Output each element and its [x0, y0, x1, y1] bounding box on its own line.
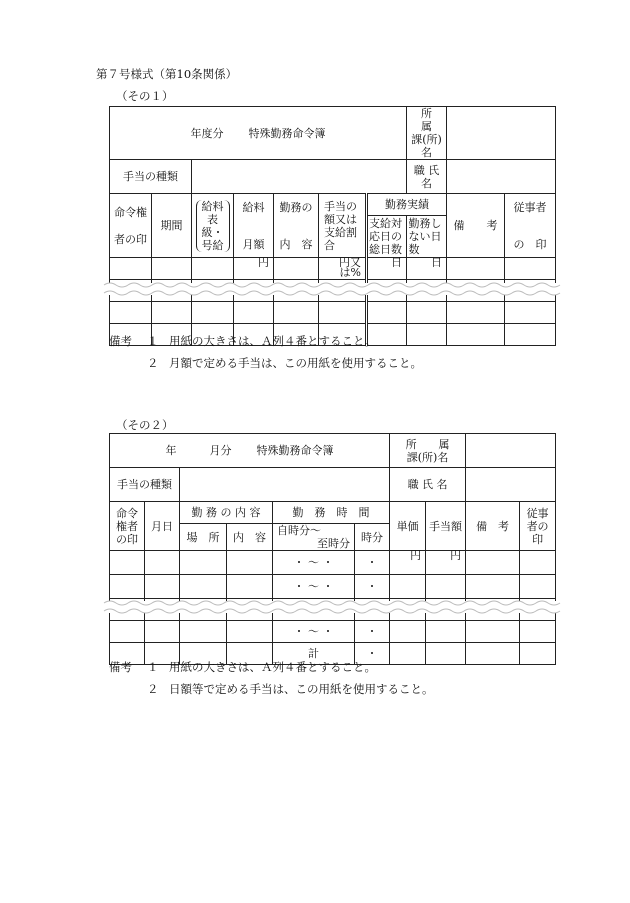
- worker-bottom: の 印: [513, 237, 547, 251]
- dot-mark: ・: [355, 621, 390, 643]
- notes-head: 備考: [109, 660, 132, 674]
- unit-day: 日: [407, 258, 447, 280]
- p2-col-time: 勤 務 時 間: [273, 502, 390, 524]
- p1-col-amount: [319, 194, 367, 258]
- part2-allowance-value[interactable]: [180, 468, 390, 502]
- part1-title-name: 特殊勤務命令簿: [248, 126, 326, 140]
- days-paid-text: 支給対応日の総日数: [369, 217, 403, 256]
- note-num: ２: [147, 682, 159, 696]
- cell[interactable]: [447, 258, 505, 280]
- part1-job-name: 職 氏 名: [407, 160, 447, 194]
- cell[interactable]: [505, 258, 556, 280]
- monthly-top: 給料: [242, 200, 265, 214]
- days-not-text: 勤務しない日数: [408, 217, 442, 256]
- title-month: 月分: [209, 444, 232, 457]
- content-bottom: 内 容: [279, 237, 313, 251]
- approver-text: 命令権者の印: [116, 506, 138, 546]
- dept-top: 所 属: [421, 107, 455, 133]
- notes-head: 備考: [109, 334, 132, 348]
- wave-break: [104, 599, 560, 615]
- table-row: [110, 551, 556, 575]
- cell[interactable]: [152, 258, 192, 280]
- part2-job-name: 職 氏 名: [390, 468, 466, 502]
- p2-col-date: 月日: [145, 502, 180, 551]
- note-num: ２: [147, 356, 159, 370]
- range-mark: ・ 〜 ・: [273, 621, 355, 643]
- part1-allowance-value[interactable]: [192, 160, 407, 194]
- dept-top: 所 属: [405, 437, 450, 451]
- p1-col-worker: [505, 194, 556, 258]
- range-mark: ・ 〜 ・: [273, 575, 355, 599]
- part2-allowance-type: 手当の種類: [110, 468, 180, 502]
- p1-col-period: 期間: [152, 194, 192, 258]
- unit-yen-pct: 円又は%: [319, 258, 367, 280]
- approver-bottom: 者の印: [114, 232, 147, 246]
- note-text: 用紙の大きさは、Ａ列４番とすること。: [169, 334, 376, 348]
- total-label: 計: [273, 643, 355, 665]
- from-to-bottom: 至時分: [317, 537, 350, 550]
- from-to-top: 自時分～: [277, 524, 321, 537]
- p2-col-detail: 内 容: [227, 524, 273, 551]
- part1-dept-value[interactable]: [447, 107, 556, 160]
- part2-dept-label: [390, 434, 466, 468]
- title-name: 特殊勤務命令簿: [256, 444, 334, 457]
- cell[interactable]: [110, 258, 152, 280]
- p1-col-remarks: 備 考: [447, 194, 505, 258]
- salary-grade-text: 給料表級・号給: [196, 200, 230, 252]
- p1-col-approver: [110, 194, 152, 258]
- unit-day: 日: [367, 258, 407, 280]
- part2-label: （その２）: [116, 418, 174, 432]
- dept-bottom: 課(所)名: [406, 450, 449, 464]
- p2-col-content: 勤 務 の 内 容: [180, 502, 273, 524]
- range-mark: ・ 〜 ・: [273, 551, 355, 575]
- note-text: 日額等で定める手当は、この用紙を使用すること。: [169, 682, 434, 696]
- form-title: 第７号様式（第10条関係）: [96, 67, 238, 81]
- p2-col-hours: 時分: [355, 524, 390, 551]
- part1-table: [109, 106, 556, 346]
- part2-title-cell: [110, 434, 390, 468]
- part1-dept-label: [407, 107, 455, 160]
- p2-col-place: 場 所: [180, 524, 227, 551]
- monthly-bottom: 月額: [242, 237, 265, 251]
- p1-col-days-not: [407, 216, 447, 258]
- table-row: [110, 621, 556, 643]
- content-top: 勤務の: [279, 200, 313, 214]
- part1-title-cell: [110, 107, 407, 160]
- dot-mark: ・: [355, 575, 390, 599]
- worker-top: 従事者: [513, 200, 547, 214]
- part2-notes: [109, 656, 434, 700]
- p2-col-from-to: [273, 524, 355, 551]
- unit-yen: 円: [426, 551, 466, 575]
- wave-break: [104, 281, 560, 297]
- approver-top: 命令権: [114, 205, 147, 219]
- p2-col-unit-price: 単価: [390, 502, 426, 551]
- cell[interactable]: [192, 258, 234, 280]
- part1-title-year: 年度分: [190, 126, 224, 140]
- part2-job-value[interactable]: [466, 468, 556, 502]
- part2-dept-value[interactable]: [466, 434, 556, 468]
- note-text: 月額で定める手当は、この用紙を使用すること。: [169, 356, 422, 370]
- p2-col-worker: [520, 502, 556, 551]
- p1-col-actual: 勤務実績: [367, 194, 447, 216]
- table-row: [110, 302, 556, 324]
- part1-notes: [109, 330, 422, 374]
- table-row: [110, 258, 556, 280]
- p1-col-days-paid: [367, 216, 407, 258]
- p1-col-salary-grade: [192, 194, 234, 258]
- p2-col-allowance: 手当額: [426, 502, 466, 551]
- note-num: １: [147, 660, 159, 674]
- part2-table: [109, 433, 556, 665]
- part1-label: （その１）: [116, 89, 174, 103]
- worker-text: 従事者の印: [526, 506, 549, 546]
- unit-yen: 円: [234, 258, 274, 280]
- unit-yen: 円: [390, 551, 426, 575]
- title-year: 年: [165, 444, 177, 457]
- p2-col-remarks: 備 考: [466, 502, 520, 551]
- dot-mark: ・: [355, 643, 390, 665]
- p2-col-approver: [110, 502, 145, 551]
- note-text: 用紙の大きさは、Ａ列４番とすること。: [169, 660, 376, 674]
- cell[interactable]: [274, 258, 319, 280]
- p1-col-monthly: [234, 194, 274, 258]
- table-row: [110, 575, 556, 599]
- part1-job-value[interactable]: [447, 160, 556, 194]
- note-num: １: [147, 334, 159, 348]
- amount-text: 手当の額又は支給割合: [324, 199, 357, 252]
- dot-mark: ・: [355, 551, 390, 575]
- p1-col-content: [274, 194, 319, 258]
- part1-allowance-type: 手当の種類: [110, 160, 192, 194]
- dept-bottom: 課(所)名: [411, 133, 442, 159]
